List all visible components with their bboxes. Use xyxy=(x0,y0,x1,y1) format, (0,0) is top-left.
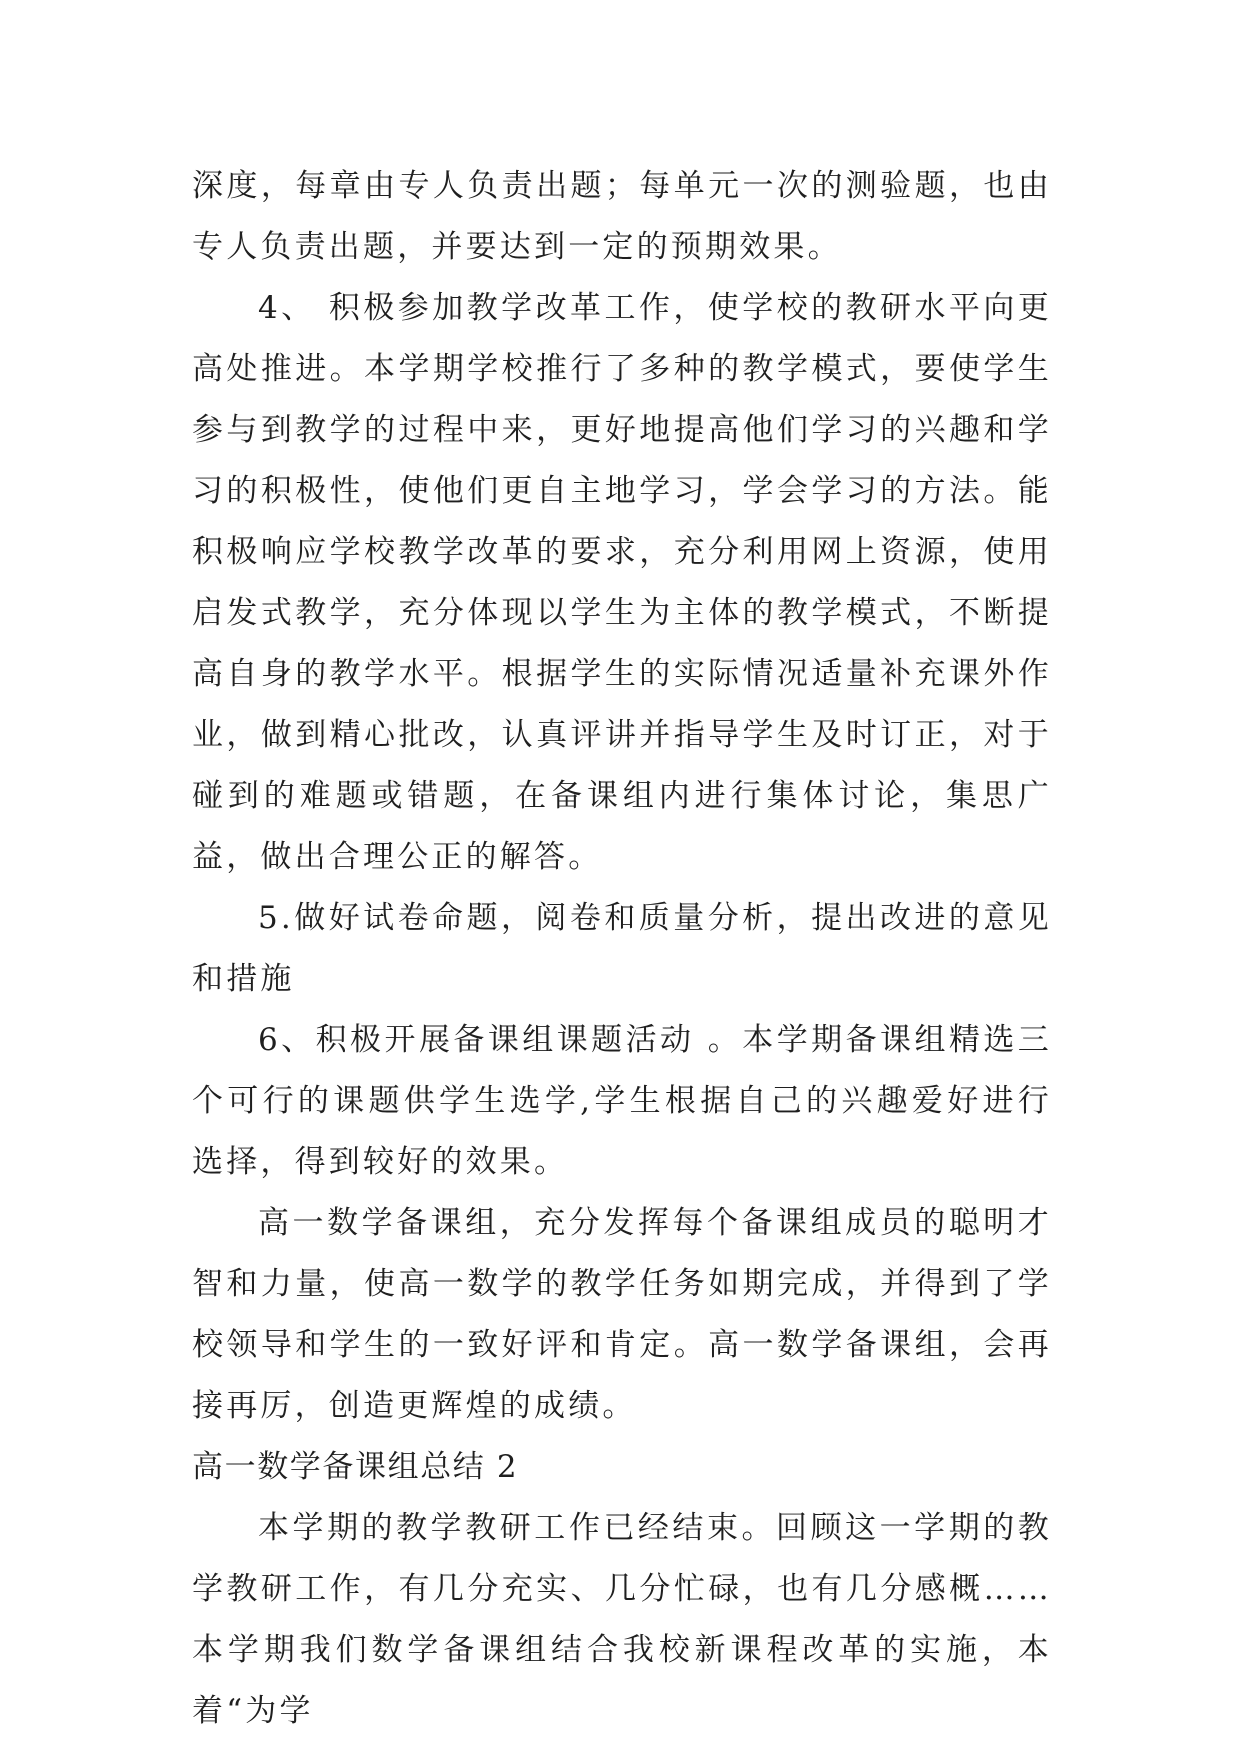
paragraph-exam-analysis: 5.做好试卷命题，阅卷和质量分析，提出改进的意见和措施 xyxy=(192,900,1052,997)
section-heading: 高一数学备课组总结 2 xyxy=(192,1449,519,1485)
paragraph-summary-intro: 本学期的教学教研工作已经结束。回顾这一学期的教学教研工作，有几分充实、几分忙碌，也有几分感概……本学期我们数学备课组结合我校新课程改革的实施，本着“为学 xyxy=(192,1510,1052,1729)
document-text xyxy=(192,156,1052,1742)
paragraph-teaching-reform: 4、 积极参加教学改革工作，使学校的教研水平向更高处推进。本学期学校推行了多种的教学模式，要使学生参与到教学的过程中来，更好地提高他们学习的兴趣和学习的积极性，使他们更自主地学习，学会学习的方法。能积极响应学校教学改革的要求，充分利用网上资源，使用启发式教学，充分体现以学生为主体的教学模式，不断提高自身的教学水平。根据学生的实际情况适量补充课外作业，做到精心批改，认真评讲并指导学生及时订正，对于碰到的难题或错题，在备课组内进行集体讨论，集思广益，做出合理公正的解答。 xyxy=(192,290,1052,875)
paragraph-continued: 深度，每章由专人负责出题；每单元一次的测验题，也由专人负责出题，并要达到一定的预期效果。 xyxy=(192,168,1052,265)
paragraph-conclusion: 高一数学备课组，充分发挥每个备课组成员的聪明才智和力量，使高一数学的教学任务如期完成，并得到了学校领导和学生的一致好评和肯定。高一数学备课组，会再接再厉，创造更辉煌的成绩。 xyxy=(192,1205,1052,1424)
paragraph-research-activity: 6、积极开展备课组课题活动 。本学期备课组精选三个可行的课题供学生选学,学生根据自己的兴趣爱好进行选择，得到较好的效果。 xyxy=(192,1022,1052,1180)
